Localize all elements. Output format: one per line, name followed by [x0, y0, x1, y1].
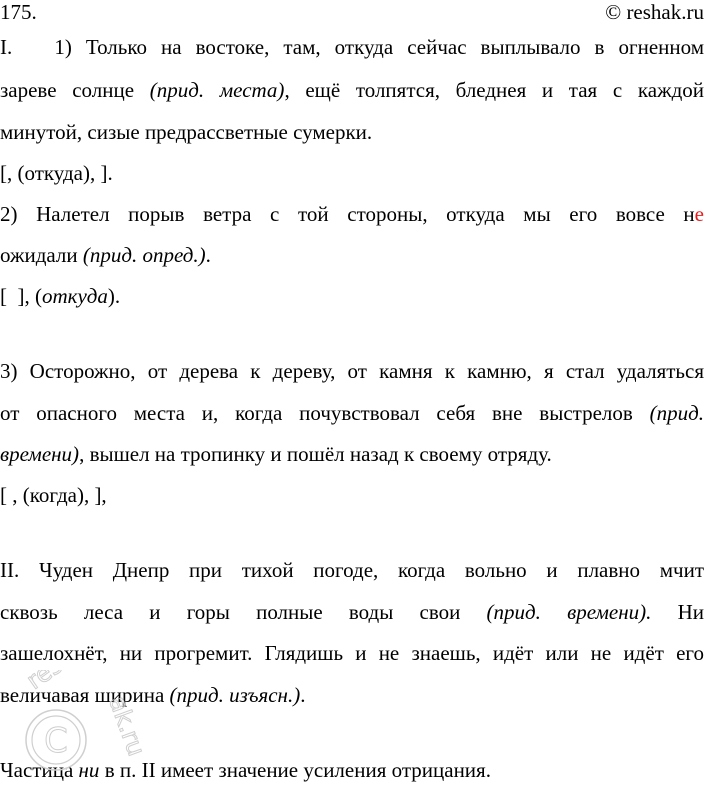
item2-text-line2b: .	[205, 243, 211, 267]
section1-item3-scheme: [ , (когда), ],	[0, 483, 107, 507]
clause-note-time: (прид. времени).	[486, 600, 652, 624]
section1-item2-scheme	[0, 284, 120, 308]
item3-text-line3b: , вышел на тропинку и пошёл назад к своему отряду.	[79, 442, 552, 466]
section2-line4	[0, 683, 305, 707]
section1-item1-scheme: [, (откуда), ].	[0, 161, 113, 185]
conclusion-line	[0, 758, 491, 782]
section2-text-line2a: сквозь леса и горы полные воды свои	[0, 600, 461, 624]
section1-item1-line3: минутой, сизые предрассветные сумерки.	[0, 120, 373, 144]
section1-item1-line1	[0, 35, 704, 59]
item2-text-line2a: ожидали	[0, 243, 78, 267]
section1-item3-line3	[0, 442, 552, 466]
section2-line1: II. Чуден Днепр при тихой погоде, когда вольно и плавно мчит	[0, 558, 704, 582]
scheme-part-a: [ ], (	[0, 284, 42, 308]
particle-ni: ни	[78, 758, 100, 782]
section2-line3: зашелохнёт, ни прогремит. Глядишь и не знаешь, идёт или не идёт его	[0, 641, 704, 665]
section2-text-line4b: .	[300, 683, 306, 707]
clause-note-attributive: (прид. опред.)	[82, 243, 206, 267]
item3-text-line2a: от опасного места и, когда почувствовал себя вне выстрелов	[0, 401, 633, 425]
item1-text-line1: 1) Только на востоке, там, откуда сейчас выплывало в огненном	[54, 35, 705, 59]
clause-note-explanatory: (прид. изъясн.)	[169, 683, 301, 707]
section1-item1-line2	[0, 78, 704, 102]
conclusion-text-b: в п. II имеет значение усиления отрицания.	[104, 758, 491, 782]
scheme-part-b: ).	[107, 284, 121, 308]
clause-note-time-end: времени)	[0, 442, 80, 466]
item2-red-letter: е	[694, 202, 704, 226]
clause-note-place: (прид. места)	[149, 78, 285, 102]
copyright-notice: © reshak.ru	[605, 0, 704, 24]
section1-item3-line2	[0, 401, 704, 425]
section1-item2-line1	[0, 202, 704, 226]
section2-line2	[0, 600, 704, 624]
scheme-conjunction: откуда	[41, 284, 108, 308]
section2-text-line2b: Ни	[677, 600, 704, 624]
section2-text-line4a: величавая ширина	[0, 683, 165, 707]
item1-text-line2b: , ещё толпятся, бледнея и тая с каждой	[284, 78, 704, 102]
item2-text-line1: 2) Налетел порыв ветра с той стороны, откуда мы его вовсе н	[0, 202, 695, 226]
section1-item3-line1: 3) Осторожно, от дерева к дереву, от камня к камню, я стал удаляться	[0, 359, 704, 383]
clause-note-time-start: (прид.	[649, 401, 705, 425]
item1-text-line2a: зареве солнце	[0, 78, 135, 102]
svg-text:ak.ru: ak.ru	[103, 692, 151, 760]
section1-item2-line2	[0, 243, 211, 267]
svg-text:C: C	[44, 721, 68, 761]
section1-label: I.	[0, 35, 13, 59]
task-number: 175.	[0, 0, 37, 24]
conclusion-text-a: Частица	[0, 758, 74, 782]
